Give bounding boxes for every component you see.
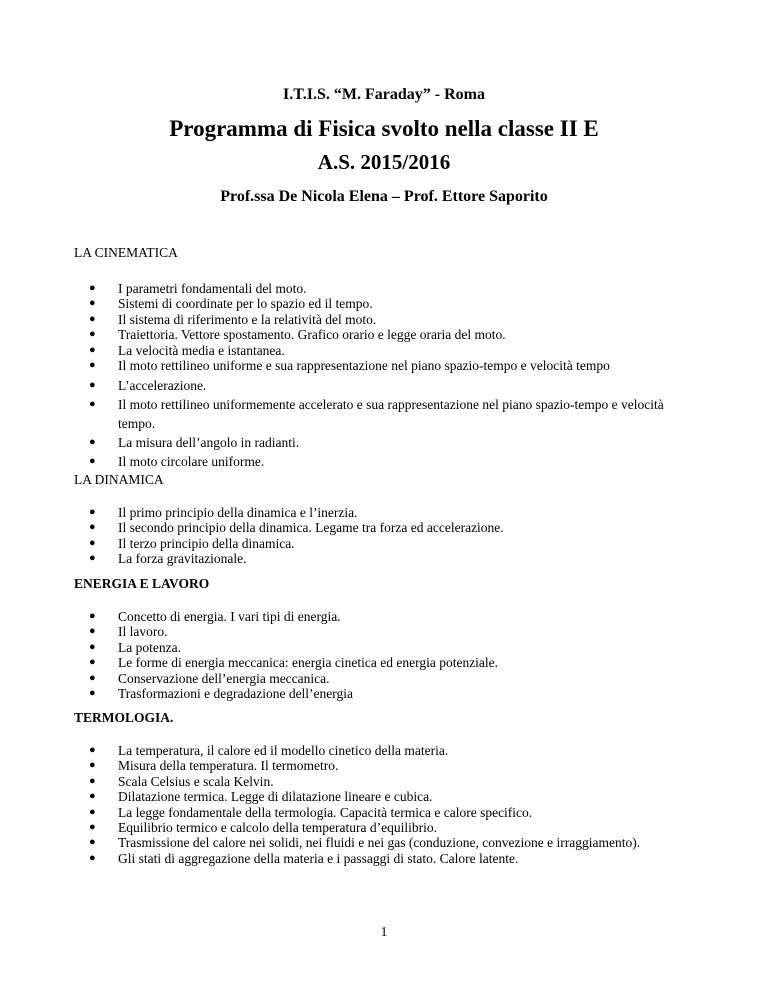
section-dinamica (74, 472, 714, 567)
list-item: ● Dilatazione termica. Legge di dilatazione lineare e cubica. (89, 789, 433, 805)
bullet-icon: ● (89, 610, 96, 622)
list-item: ● Il primo principio della dinamica e l’inerzia. (89, 505, 358, 520)
bullet-icon: ● (89, 506, 96, 518)
list-item: ● Trasformazioni e degradazione dell’energia (89, 686, 354, 702)
section-energia (74, 576, 714, 701)
bullet-icon: ● (89, 851, 96, 864)
bullet-icon: ● (89, 436, 96, 449)
bullet-icon: ● (89, 297, 96, 310)
list-item: ● La potenza. (89, 639, 181, 655)
bullet-icon: ● (89, 790, 96, 803)
bullet-icon: ● (89, 455, 96, 468)
list-item: ● Il moto rettilineo uniforme e sua rappresentazione nel piano spazio-tempo e velocità tempo (89, 358, 610, 374)
section-title: ENERGIA E LAVORO (74, 576, 210, 591)
section-cinematica (74, 245, 714, 471)
bullet-icon: ● (89, 656, 96, 669)
teachers-line: Prof.ssa De Nicola Elena – Prof. Ettore Saporito (220, 188, 548, 205)
page-number: 1 (380, 924, 388, 939)
bullet-icon: ● (89, 552, 96, 565)
bullet-icon: ● (89, 328, 96, 341)
bullet-icon: ● (89, 640, 96, 653)
bullet-icon: ● (89, 359, 96, 372)
list-item: ● La legge fondamentale della termologia. Capacità termica e calore specifico. (89, 804, 533, 820)
list-item: ● Il lavoro. (89, 624, 168, 640)
bullet-icon: ● (89, 312, 96, 325)
section-title: LA DINAMICA (74, 472, 164, 487)
bullet-icon: ● (89, 282, 96, 294)
list-item: ● Scala Celsius e scala Kelvin. (89, 773, 274, 789)
list-item: ● Le forme di energia meccanica: energia cinetica ed energia potenziale. (89, 655, 499, 671)
list-item: ● I parametri fondamentali del moto. (89, 281, 307, 296)
list-item: ● La misura dell’angolo in radianti. (89, 435, 300, 451)
bullet-icon: ● (89, 805, 96, 818)
topic-list (74, 743, 714, 866)
list-item: ● La temperatura, il calore ed il modello cinetico della materia. (89, 743, 449, 758)
section-termologia (74, 710, 714, 866)
list-item: ● Equilibrio termico e calcolo della temperatura d’equilibrio. (89, 820, 438, 836)
bullet-icon: ● (89, 759, 96, 772)
list-item: ● Misura della temperatura. Il termometro. (89, 758, 339, 774)
bullet-icon: ● (89, 379, 96, 392)
topic-list (74, 281, 714, 373)
section-title: LA CINEMATICA (74, 245, 178, 260)
bullet-icon: ● (89, 625, 96, 638)
bullet-icon: ● (89, 536, 96, 549)
document-title: Programma di Fisica svolto nella classe II E (169, 116, 599, 141)
list-item: ● L’accelerazione. (89, 378, 207, 394)
bullet-icon: ● (89, 744, 96, 756)
list-item: ● Gli stati di aggregazione della materia e i passaggi di stato. Calore latente. (89, 850, 519, 866)
bullet-icon: ● (89, 687, 96, 700)
list-item: ● La forza gravitazionale. (89, 551, 247, 567)
bullet-icon: ● (89, 671, 96, 684)
list-item: ● Concetto di energia. I vari tipi di energia. (89, 609, 341, 624)
bullet-icon: ● (89, 821, 96, 834)
school-name: I.T.I.S. “M. Faraday” - Roma (283, 86, 485, 103)
bullet-icon: ● (89, 521, 96, 534)
list-item: ● Il sistema di riferimento e la relatività del moto. (89, 311, 377, 327)
topic-list (74, 505, 714, 567)
bullet-icon: ● (89, 774, 96, 787)
list-item: ● Sistemi di coordinate per lo spazio ed il tempo. (89, 296, 373, 312)
list-item: ● Il moto rettilineo uniformemente accelerato e sua rappresentazione nel piano spazio-tempo e velocità tempo. (89, 397, 664, 432)
list-item: ● Il terzo principio della dinamica. (89, 535, 295, 551)
school-year: A.S. 2015/2016 (317, 150, 451, 174)
list-item: ● La velocità media e istantanea. (89, 342, 285, 358)
bullet-icon: ● (89, 836, 96, 849)
section-title: TERMOLOGIA. (74, 710, 174, 725)
bullet-icon: ● (89, 343, 96, 356)
list-item: ● Traiettoria. Vettore spostamento. Grafico orario e legge oraria del moto. (89, 327, 506, 343)
list-item: ● Il moto circolare uniforme. (89, 454, 265, 470)
list-item: ● Conservazione dell’energia meccanica. (89, 670, 330, 686)
bullet-icon: ● (89, 398, 96, 411)
list-item: ● Trasmissione del calore nei solidi, nei fluidi e nei gas (conduzione, convezione e irraggiamento). (89, 835, 641, 851)
list-item: ● Il secondo principio della dinamica. Legame tra forza ed accelerazione. (89, 520, 504, 536)
topic-list (74, 376, 714, 471)
topic-list (74, 609, 714, 701)
